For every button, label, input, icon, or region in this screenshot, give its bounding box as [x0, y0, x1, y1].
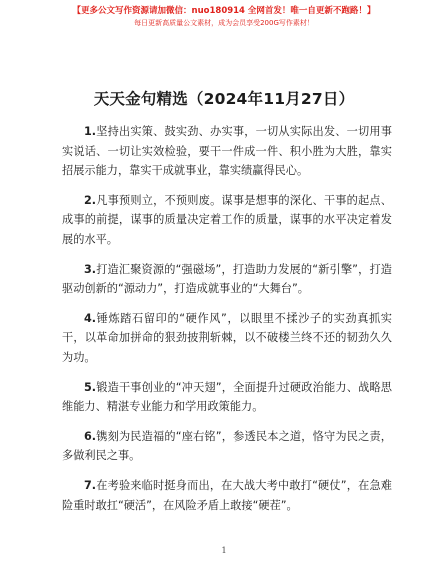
paragraph — [62, 260, 392, 299]
paragraph-text: 在考验来临时挺身而出，在大战大考中敢打“硬仗”，在急难险重时敢扛“硬活”，在风险矛盾上敢接“硬茬”。 — [62, 478, 392, 512]
promo-banner — [0, 6, 448, 29]
document-body — [62, 122, 392, 525]
paragraph-text: 坚持出实策、鼓实劲、办实事，一切从实际出发、一切用事实说话、一切让实效检验，要干一件成一件、积小胜为大胜，靠实招展示能力，靠实干成就事业，靠实绩赢得民心。 — [62, 125, 392, 178]
paragraph-number: 7. — [84, 478, 97, 492]
paragraph-number: 1. — [84, 125, 97, 138]
paragraph — [62, 122, 392, 181]
paragraph — [62, 476, 392, 515]
promo-banner-line2: 每日更新高质量公文素材，成为会员享受200G写作素材！ — [134, 19, 314, 27]
paragraph-text: 锤炼踏石留印的“硬作风”，以眼里不揉沙子的实劲真抓实干，以革命加拼命的狠劲披荆斩棘，以不破楼兰终不还的韧劲久久为功。 — [62, 311, 392, 364]
paragraph — [62, 191, 392, 250]
paragraph-text: 凡事预则立，不预则废。谋事是想事的深化、干事的起点、成事的前提，谋事的质量决定着工作的质量，谋事的水平决定着发展的水平。 — [62, 193, 392, 246]
paragraph-text: 锻造干事创业的“冲天翅”，全面提升过硬政治能力、战略思维能力、精湛专业能力和学用政策能力。 — [62, 380, 392, 414]
page-number: 1 — [221, 546, 227, 555]
paragraph — [62, 309, 392, 368]
paragraph-number: 5. — [84, 380, 97, 394]
paragraph — [62, 378, 392, 417]
paragraph-number: 4. — [84, 311, 97, 325]
paragraph-text: 打造汇聚资源的“强磁场”，打造助力发展的“新引擎”，打造驱动创新的“源动力”，打造成就事业的“大舞台”。 — [62, 262, 392, 296]
paragraph-number: 2. — [84, 193, 97, 207]
promo-banner-line1: 【更多公文写作资源请加微信：nuo180914 全网首发！唯一自更新不跑路！】 — [72, 6, 376, 16]
document-title: 天天金句精选（2024年11月27日） — [93, 90, 355, 108]
paragraph-number: 3. — [84, 262, 97, 276]
paragraph-number: 6. — [84, 429, 97, 443]
paragraph — [62, 427, 392, 466]
paragraph-text: 镌刻为民造福的“座右铭”，参透民本之道，恪守为民之责，多做利民之事。 — [62, 429, 392, 463]
